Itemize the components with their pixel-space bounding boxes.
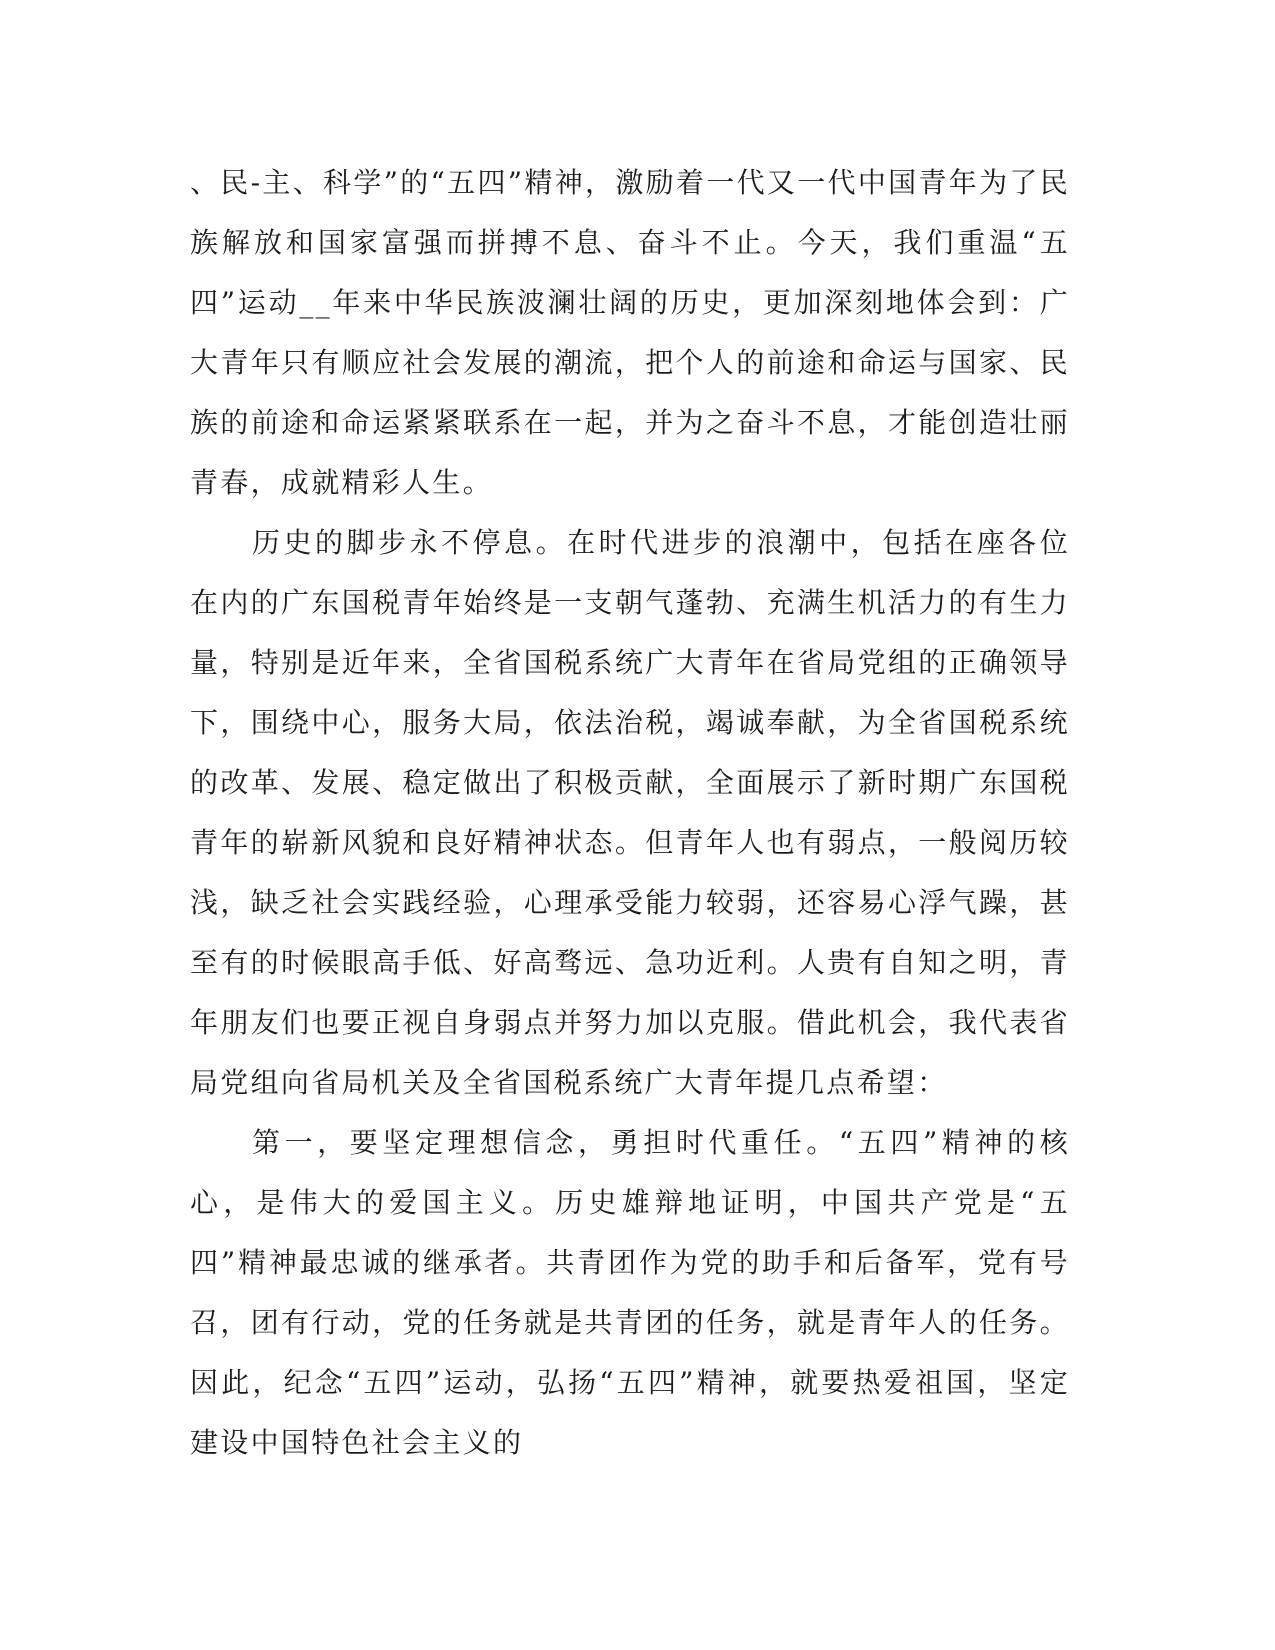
paragraph-history: 历史的脚步永不停息。在时代进步的浪潮中，包括在座各位在内的广东国税青年始终是一支朝气蓬勃、充满生机活力的有生力量，特别是近年来，全省国税系统广大青年在省局党组的正确领导下，围绕中心，服务大局，依法治税，竭诚奉献，为全省国税系统的改革、发展、稳定做出了积极贡献，全面展示了新时期广东国税青年的崭新风貌和良好精神状态。但青年人也有弱点，一般阅历较浅，缺乏社会实践经验，心理承受能力较弱，还容易心浮气躁，甚至有的时候眼高手低、好高骛远、急功近利。人贵有自知之明，青年朋友们也要正视自身弱点并努力加以克服。借此机会，我代表省局党组向省局机关及全省国税系统广大青年提几点希望： [190,526,1070,1099]
paragraph-first-point: 第一，要坚定理想信念，勇担时代重任。“五四”精神的核心，是伟大的爱国主义。历史雄辩地证明，中国共产党是“五四”精神最忠诚的继承者。共青团作为党的助手和后备军，党有号召，团有行动，党的任务就是共青团的任务，就是青年人的任务。因此，纪念“五四”运动，弘扬“五四”精神，就要热爱祖国，坚定建设中国特色社会主义的 [190,1126,1070,1459]
paragraph-continuation: 、民-主、科学”的“五四”精神，激励着一代又一代中国青年为了民族解放和国家富强而拼搏不息、奋斗不止。今天，我们重温“五四”运动__年来中华民族波澜壮阔的历史，更加深刻地体会到：广大青年只有顺应社会发展的潮流，把个人的前途和命运与国家、民族的前途和命运紧紧联系在一起，并为之奋斗不息，才能创造壮丽青春，成就精彩人生。 [190,166,1070,499]
document-body [190,153,1070,1473]
